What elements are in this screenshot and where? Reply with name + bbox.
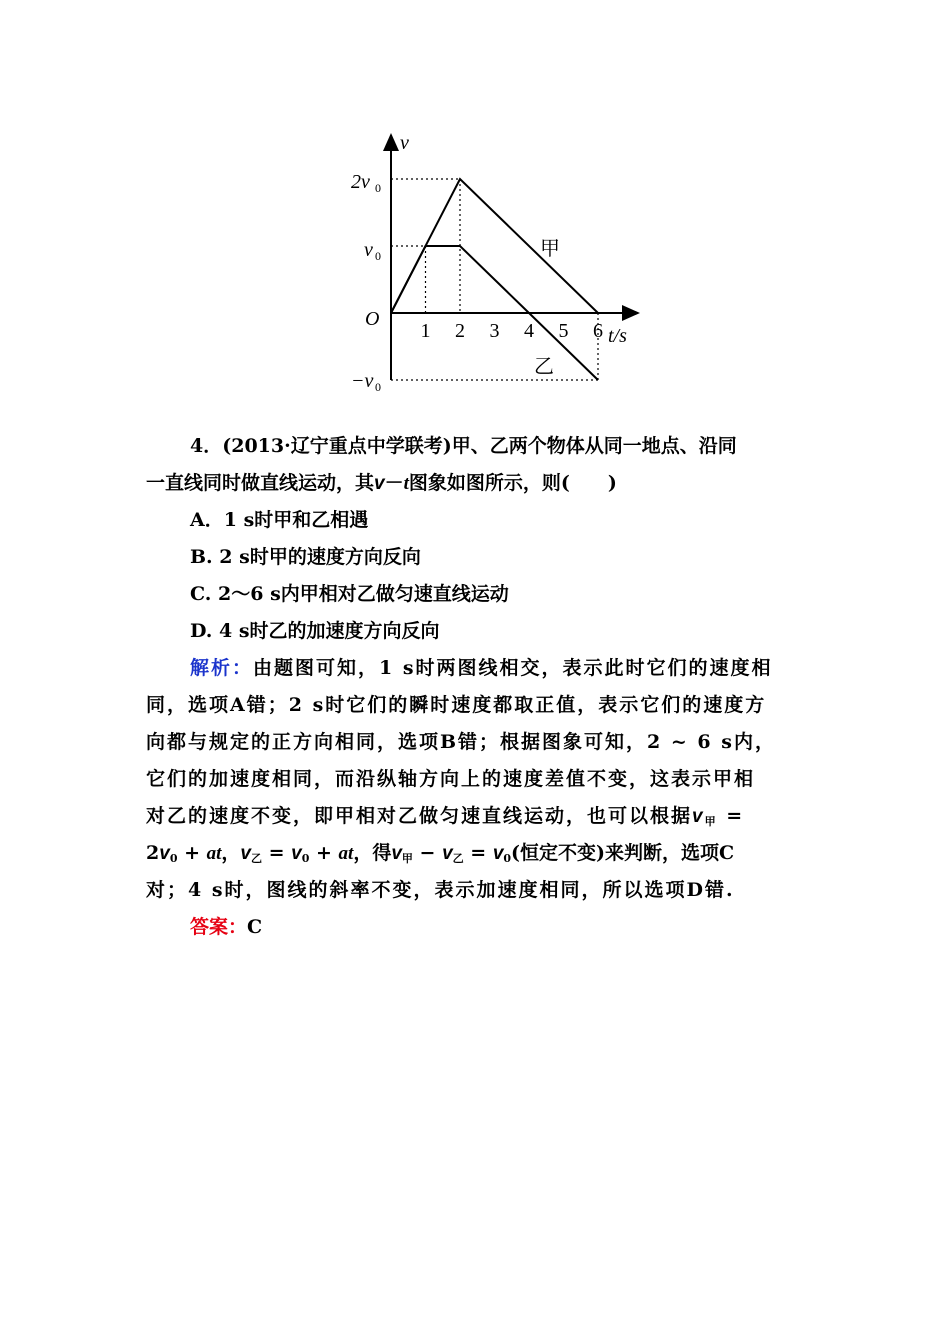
- formula-sub: 甲: [401, 852, 413, 865]
- formula-v: v: [391, 843, 402, 864]
- y-tick-neg-v0: [351, 370, 381, 394]
- y-tick-v0: [364, 239, 381, 263]
- x-tick-1: 1: [420, 320, 431, 342]
- line-label-jia: 甲: [540, 236, 560, 260]
- formula-v: v: [492, 843, 504, 864]
- svg-text:t/s: t/s: [608, 325, 627, 347]
- formula-v: v: [240, 843, 251, 864]
- x-tick-labels: [421, 320, 604, 342]
- stem-t: t: [403, 473, 409, 494]
- vt-graph: [340, 125, 650, 410]
- option-c: C. 2～6 s内甲相对乙做匀速直线运动: [190, 583, 509, 605]
- formula-part: 2: [146, 842, 160, 864]
- analysis-label: 解析：: [190, 657, 254, 679]
- analysis-line-3: 向都与规定的正方向相同，选项B错；根据图象可知，2 ~ 6 s内，: [146, 731, 776, 753]
- formula-part: ，得: [353, 842, 392, 864]
- formula-v: v: [442, 843, 453, 864]
- analysis-line-1: [146, 650, 810, 687]
- svg-text:0: 0: [375, 249, 381, 263]
- answer-value: C: [247, 916, 263, 938]
- x-tick-2: 2: [455, 320, 465, 342]
- svg-text:2v: 2v: [351, 171, 370, 193]
- svg-text:0: 0: [375, 181, 381, 195]
- x-tick-3: 3: [489, 320, 500, 342]
- svg-text:v: v: [364, 239, 373, 261]
- question-stem-line-2: [146, 465, 810, 502]
- origin-label: O: [365, 308, 380, 330]
- formula-at: at: [206, 843, 222, 864]
- svg-text:0: 0: [375, 380, 381, 394]
- question-block: [146, 428, 810, 946]
- analysis-line-2: 同，选项A错；2 s时它们的瞬时速度都取正值，表示它们的速度方: [146, 694, 767, 716]
- stem-dash: －: [384, 472, 404, 494]
- formula-part: (恒定不变)来判断，选项C: [511, 842, 735, 864]
- analysis-line-4: 它们的加速度相同，而沿纵轴方向上的速度差值不变，这表示甲相: [146, 768, 756, 790]
- y-axis-label: v: [400, 132, 409, 154]
- formula-part: =: [262, 842, 292, 864]
- y-tick-2v0: [351, 171, 381, 195]
- option-d: D. 4 s时乙的加速度方向反向: [190, 620, 440, 642]
- formula-part: +: [177, 842, 207, 864]
- formula-part: −: [412, 842, 443, 864]
- formula-part: =: [463, 842, 493, 864]
- formula-sub: 0: [169, 852, 178, 865]
- question-stem-1: 甲、乙两个物体从同一地点、沿同: [451, 435, 737, 457]
- formula-v: v: [692, 806, 705, 827]
- formula-eq: =: [717, 805, 745, 827]
- formula-part: ，: [221, 842, 241, 864]
- formula-v: v: [159, 843, 170, 864]
- analysis-text-5: 对乙的速度不变，即甲相对乙做匀速直线运动，也可以根据: [146, 805, 693, 827]
- question-source: (2013·辽宁重点中学联考): [222, 435, 452, 457]
- answer-line: [146, 909, 810, 946]
- x-axis-label: [608, 325, 627, 347]
- analysis-line-6: [146, 835, 810, 872]
- analysis-text-1: 由题图可知，1 s时两图线相交，表示此时它们的速度相: [253, 657, 773, 679]
- formula-sub: 0: [301, 852, 310, 865]
- question-number: 4．: [190, 435, 223, 457]
- x-tick-5: 5: [558, 320, 569, 342]
- stem-v: v: [374, 473, 385, 494]
- question-stem-line-1: [146, 428, 810, 465]
- analysis-line-7: 对；4 s时，图线的斜率不变，表示加速度相同，所以选项D错.: [146, 879, 735, 901]
- formula-v: v: [291, 843, 302, 864]
- x-tick-6: 6: [593, 320, 603, 342]
- series-lines: [391, 179, 598, 380]
- analysis-line-5: [146, 798, 810, 835]
- formula-sub: 甲: [704, 815, 718, 828]
- formula-sub: 0: [503, 852, 512, 865]
- formula-part: +: [309, 842, 339, 864]
- formula-at: at: [338, 843, 354, 864]
- option-b: B. 2 s时甲的速度方向反向: [190, 546, 421, 568]
- stem-text-b: 图象如图所示，则( ): [408, 472, 617, 494]
- answer-label: 答案：: [190, 916, 248, 938]
- formula-sub: 乙: [452, 852, 464, 865]
- vt-graph-figure: [340, 125, 650, 410]
- svg-text:−v: −v: [351, 370, 374, 392]
- x-tick-4: 4: [524, 320, 534, 342]
- option-a: A．1 s时甲和乙相遇: [190, 509, 369, 531]
- formula-sub: 乙: [251, 852, 262, 865]
- stem-text-a: 一直线同时做直线运动，其: [146, 472, 375, 494]
- line-label-yi: 乙: [534, 354, 554, 378]
